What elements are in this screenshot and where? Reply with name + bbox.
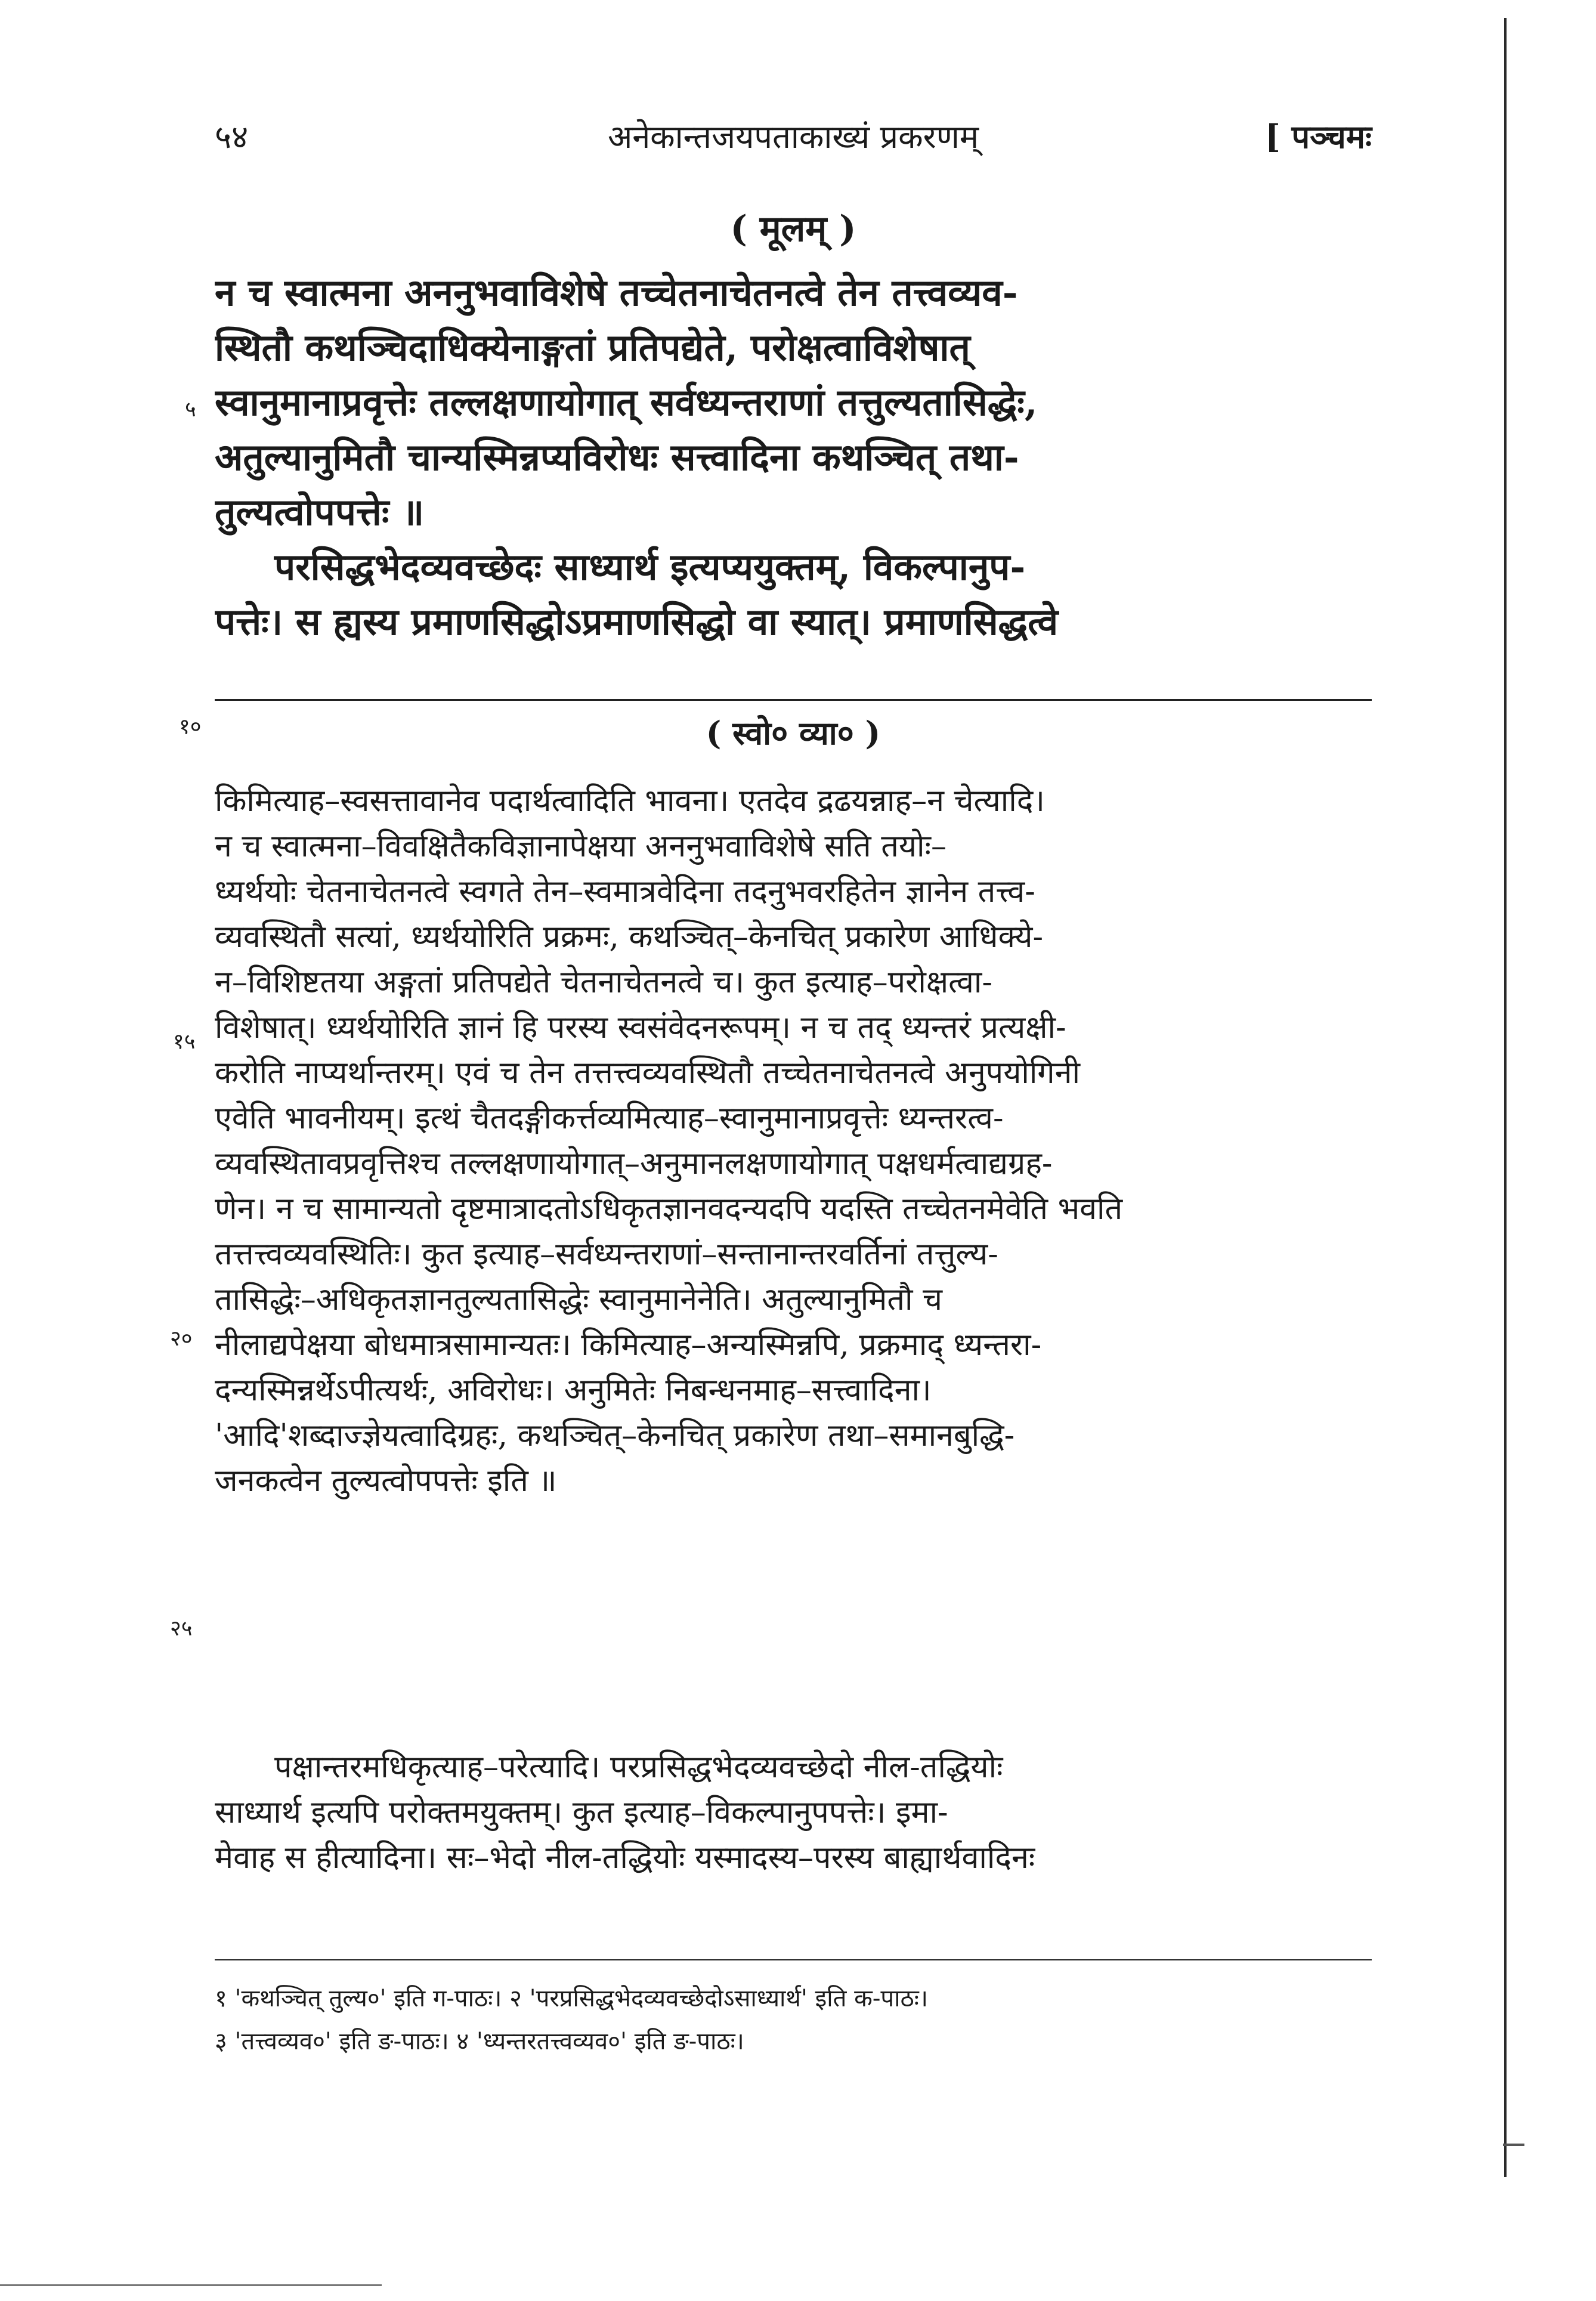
- mulam-line: अतुल्यानुमितौ चान्यस्मिन्नप्यविरोधः सत्त्वादिना कथञ्चित् तथा-: [215, 435, 1019, 479]
- page-corner-mark: [1503, 2144, 1524, 2146]
- commentary-line: साध्यार्थ इत्यपि परोक्तमयुक्तम्। कुत इत्याह–विकल्पानुपपत्तेः। इमा-: [215, 1795, 948, 1830]
- commentary-line: विशेषात्। ध्यर्थयोरिति ज्ञानं हि परस्य स्वसंवेदनरूपम्। न च तद् ध्यन्तरं प्रत्यक्षी-: [215, 1010, 1066, 1046]
- mulam-line: तुल्यत्वोपपत्तेः ॥: [215, 490, 425, 534]
- second-commentary-paragraph: [215, 1745, 1372, 1881]
- commentary-line: पक्षान्तरमधिकृत्याह–परेत्यादि। परप्रसिद्धभेदव्यवच्छेदो नील-तद्धियोः: [274, 1749, 1003, 1785]
- footnote-divider: [215, 1959, 1372, 1960]
- commentary-line: व्यवस्थितौ सत्यां, ध्यर्थयोरिति प्रक्रमः, कथञ्चित्–केनचित् प्रकारेण आधिक्ये-: [215, 919, 1044, 955]
- mulam-heading: ( मूलम् ): [730, 208, 856, 250]
- line-number-15: १५: [173, 1029, 196, 1054]
- line-number-10: १०: [179, 715, 202, 739]
- commentary-text: [215, 778, 1372, 1504]
- commentary-line: तासिद्धेः–अधिकृतज्ञानतुल्यतासिद्धेः स्वानुमानेनेति। अतुल्यानुमितौ च: [215, 1282, 943, 1317]
- mulam-line: स्वानुमानाप्रवृत्तेः तल्लक्षणायोगात् सर्वध्यन्तराणां तत्तुल्यतासिद्धेः,: [215, 381, 1038, 424]
- footnote-line: ३ 'तत्त्वव्यव०' इति ङ-पाठः। ४ 'ध्यन्तरतत्त्वव्यव०' इति ङ-पाठः।: [215, 2028, 744, 2055]
- running-header: [215, 113, 1372, 161]
- chapter-label: [ पञ्चमः: [1265, 117, 1372, 156]
- commentary-line: मेवाह स हीत्यादिना। सः–भेदो नील-तद्धियोः यस्मादस्य–परस्य बाह्यार्थवादिनः: [215, 1840, 1035, 1876]
- commentary-line: दन्यस्मिन्नर्थेऽपीत्यर्थः, अविरोधः। अनुमितेः निबन्धनमाह–सत्त्वादिना।: [215, 1372, 932, 1408]
- page-number: ५४: [215, 118, 249, 156]
- commentary-line: जनकत्वेन तुल्यत्वोपपत्तेः इति ॥: [215, 1463, 557, 1499]
- commentary-heading: ( स्वो० व्या० ): [706, 714, 881, 752]
- footnotes: [215, 1977, 1372, 2063]
- footnote-line: १ 'कथञ्चित् तुल्य०' इति ग-पाठः। २ 'परप्रसिद्धभेदव्यवच्छेदोऽसाध्यार्थ' इति क-पाठः।: [215, 1985, 928, 2012]
- line-number-25: २५: [170, 1616, 193, 1641]
- mulam-line: पत्तेः। स ह्यस्य प्रमाणसिद्धोऽप्रमाणसिद्धो वा स्यात्। प्रमाणसिद्धत्वे: [215, 600, 1059, 644]
- commentary-line: नीलाद्यपेक्षया बोधमात्रसामान्यतः। किमित्याह–अन्यस्मिन्नपि, प्रक्रमाद् ध्यन्तरा-: [215, 1327, 1042, 1363]
- commentary-line: णेन। न च सामान्यतो दृष्टमात्रादतोऽधिकृतज्ञानवदन्यदपि यदस्ति तच्चेतनमेवेति भवति: [215, 1191, 1123, 1227]
- commentary-line: किमित्याह–स्वसत्तावानेव पदार्थत्वादिति भावना। एतदेव द्रढयन्नाह–न चेत्यादि।: [215, 783, 1046, 819]
- commentary-line: 'आदि'शब्दाज्ज्ञेयत्वादिग्रहः, कथञ्चित्–केनचित् प्रकारेण तथा–समानबुद्धि-: [215, 1418, 1015, 1453]
- scan-bottom-line: [0, 2284, 382, 2286]
- line-number-5: ५: [185, 397, 196, 422]
- commentary-line: ध्यर्थयोः चेतनाचेतनत्वे स्वगते तेन–स्वमात्रवेदिना तदनुभवरहितेन ज्ञानेन तत्त्व-: [215, 874, 1035, 910]
- commentary-line: एवेति भावनीयम्। इत्थं चैतदङ्गीकर्त्तव्यमित्याह–स्वानुमानाप्रवृत्तेः ध्यन्तरत्व-: [215, 1100, 1004, 1136]
- mulam-text: [215, 265, 1372, 650]
- book-title: अनेकान्तजयपताकाख्यं प्रकरणम्: [607, 118, 979, 156]
- line-number-20: २०: [170, 1326, 193, 1351]
- mulam-line: स्थितौ कथञ्चिदाधिक्येनाङ्गतां प्रतिपद्येते, परोक्षत्वाविशेषात्: [215, 326, 970, 369]
- page-edge-line: [1504, 18, 1507, 2177]
- commentary-line: न च स्वात्मना–विवक्षितैकविज्ञानापेक्षया अननुभवाविशेषे सति तयोः–: [215, 828, 947, 864]
- section-divider: [215, 699, 1372, 701]
- mulam-line: न च स्वात्मना अननुभवाविशेषे तच्चेतनाचेतनत्वे तेन तत्त्वव्यव-: [215, 271, 1018, 314]
- commentary-line: न–विशिष्टतया अङ्गतां प्रतिपद्येते चेतनाचेतनत्वे च। कुत इत्याह–परोक्षत्वा-: [215, 964, 992, 1000]
- commentary-line: तत्तत्त्वव्यवस्थितिः। कुत इत्याह–सर्वध्यन्तराणां–सन्तानान्तरवर्तिनां तत्तुल्य-: [215, 1236, 998, 1272]
- mulam-line: परसिद्धभेदव्यवच्छेदः साध्यार्थ इत्यप्ययुक्तम्, विकल्पानुप-: [274, 545, 1026, 589]
- commentary-line: व्यवस्थितावप्रवृत्तिश्च तल्लक्षणायोगात्–अनुमानलक्षणायोगात् पक्षधर्मत्वाद्यग्रह-: [215, 1146, 1053, 1182]
- commentary-line: करोति नाप्यर्थान्तरम्। एवं च तेन तत्तत्त्वव्यवस्थितौ तच्चेतनाचेतनत्वे अनुपयोगिनी: [215, 1055, 1080, 1091]
